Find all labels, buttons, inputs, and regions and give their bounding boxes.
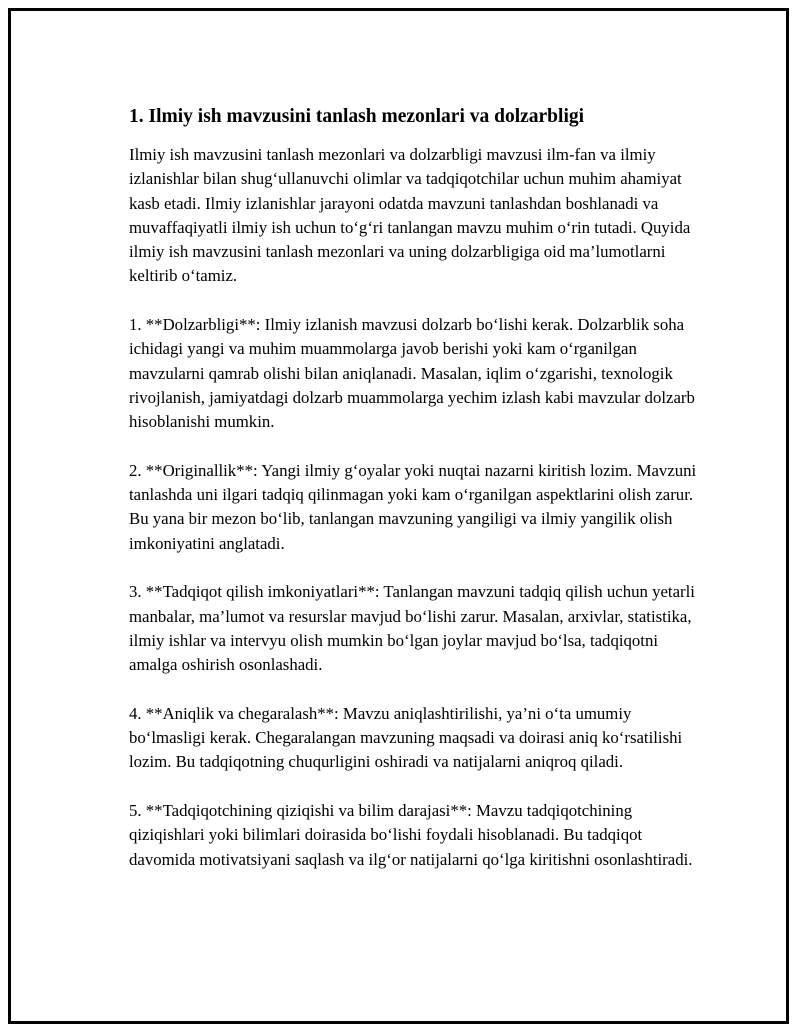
- paragraph-criterion-3: 3. **Tadqiqot qilish imkoniyatlari**: Tanlangan mavzuni tadqiq qilish uchun yetarli manbalar, ma’lumot va resurslar mavjud bo‘lishi zarur. Masalan, arxivlar, statistika, ilmiy ishlar va intervyu olish mumkin bo‘lgan joylar mavjud bo‘lsa, tadqiqotni amalga oshirish osonlashadi.: [129, 582, 695, 675]
- paragraph-criterion-2: 2. **Originallik**: Yangi ilmiy g‘oyalar yoki nuqtai nazarni kiritish lozim. Mavzuni tanlashda uni ilgari tadqiq qilinmagan yoki kam o‘rganilgan aspektlarini olish zarur. Bu yana bir mezon bo‘lib, tanlangan mavzuning yangiligi va ilmiy yangilik olish imkoniyatini anglatadi.: [129, 460, 697, 553]
- page-frame: [8, 8, 789, 1024]
- paragraph-criterion-5: 5. **Tadqiqotchining qiziqishi va bilim darajasi**: Mavzu tadqiqotchining qiziqishlari yoki bilimlari doirasida bo‘lishi foydali hisoblanadi. Bu tadqiqot davomida motivatsiyani saqlash va ilg‘or natijalarni qo‘lga kiritishni osonlashtiradi.: [129, 801, 693, 869]
- document-body: [129, 103, 701, 896]
- document-title: 1. Ilmiy ish mavzusini tanlash mezonlari va dolzarbligi: [129, 106, 585, 127]
- paragraph-intro: Ilmiy ish mavzusini tanlash mezonlari va dolzarbligi mavzusi ilm-fan va ilmiy izlanishlar bilan shug‘ullanuvchi olimlar va tadqiqotchilar uchun muhim ahamiyat kasb etadi. Ilmiy izlanishlar jarayoni odatda mavzuni tanlashdan boshlanadi va muvaffaqiyatli ilmiy ish uchun to‘g‘ri tanlangan mavzu muhim o‘rin tutadi. Quyida ilmiy ish mavzusini tanlash mezonlari va uning dolzarbligiga oid ma’lumotlarni keltirib o‘tamiz.: [129, 145, 691, 286]
- paragraph-criterion-4: 4. **Aniqlik va chegaralash**: Mavzu aniqlashtirilishi, ya’ni o‘ta umumiy bo‘lmasligi kerak. Chegaralangan mavzuning maqsadi va doirasi aniq ko‘rsatilishi lozim. Bu tadqiqotning chuqurligini oshiradi va natijalarni aniqroq qiladi.: [129, 703, 683, 772]
- paragraph-criterion-1: 1. **Dolzarbligi**: Ilmiy izlanish mavzusi dolzarb bo‘lishi kerak. Dolzarblik soha ichidagi yangi va muhim muammolarga javob berishi yoki kam o‘rganilgan mavzularni qamrab olishi bilan aniqlanadi. Masalan, iqlim o‘zgarishi, texnologik rivojlanish, jamiyatdagi dolzarb muammolarga yechim izlash kabi mavzular dolzarb hisoblanishi mumkin.: [129, 315, 695, 432]
